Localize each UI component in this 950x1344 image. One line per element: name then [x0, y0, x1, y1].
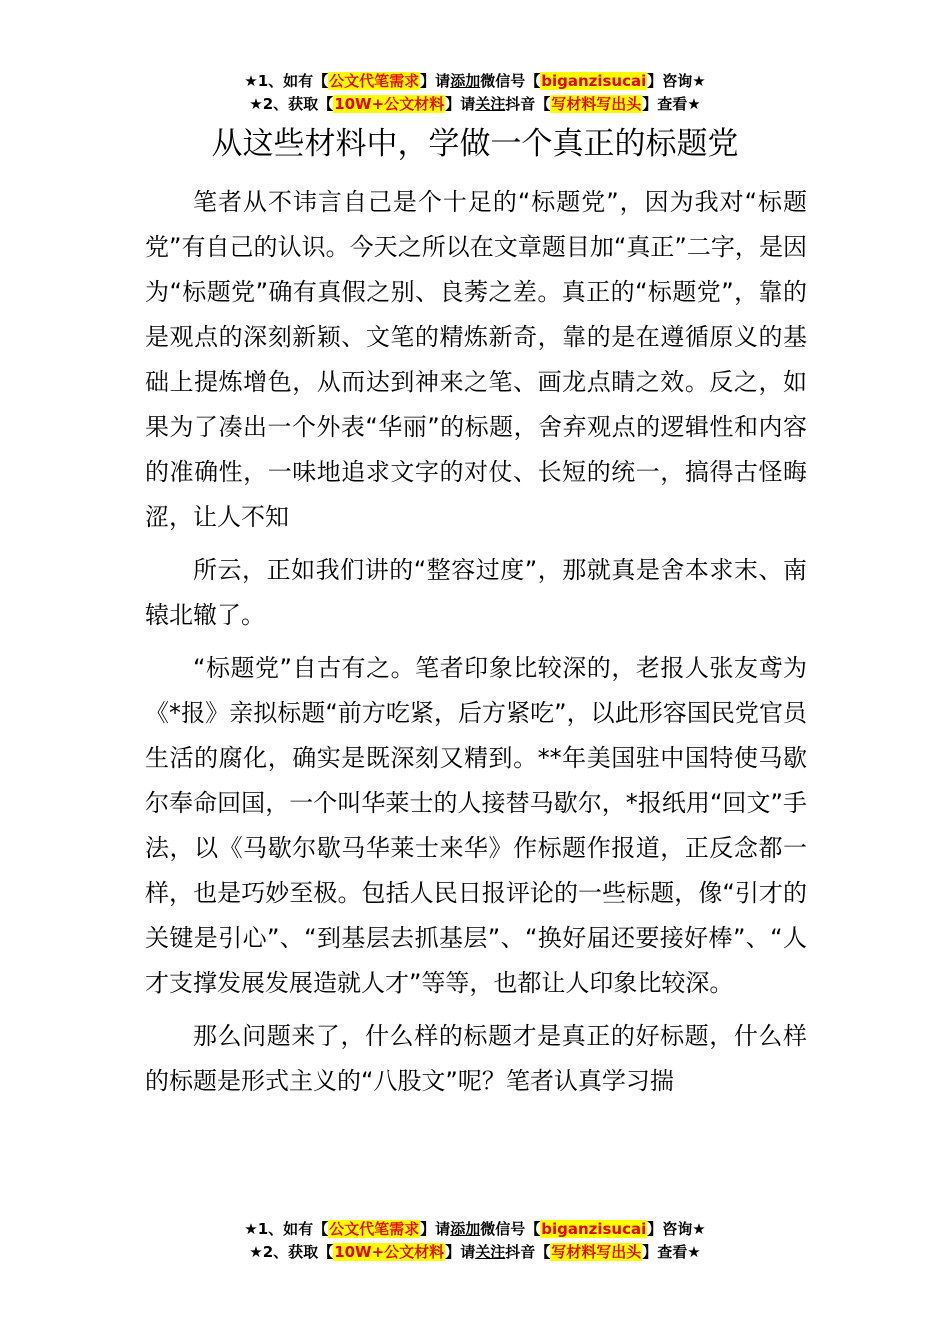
banner-line-2 [0, 93, 950, 116]
body-paragraph: “标题党”自古有之。笔者印象比较深的，老报人张友鸢为《*报》亲拟标题“前方吃紧，后方紧吃”，以此形容国民党官员生活的腐化，确实是既深刻又精到。**年美国驻中国特使马歇尔奉命回国，一个叫华莱士的人接替马歇尔，*报纸用“回文”手法，以《马歇尔歇马华莱士来华》作标题作报道，正反念都一样，也是巧妙至极。包括人民日报评论的一些标题，像“引才的关键是引心”、“到基层去抓基层”、“换好届还要接好棒”、“人才支撑发展发展造就人才”等等，也都让人印象比较深。 [145, 654, 807, 997]
banner-text: 】请 [420, 72, 451, 90]
body-paragraph: 那么问题来了，什么样的标题才是真正的好标题，什么样的标题是形式主义的“八股文”呢？笔者认真学习揣 [145, 1022, 807, 1095]
banner-underlined-text: 添加 [450, 72, 481, 90]
banner-text: 】请 [445, 1243, 476, 1261]
document-title: 从这些材料中，学做一个真正的标题党 [211, 126, 739, 162]
banner-highlight: 10W+公文材料 [334, 1243, 445, 1261]
banner-highlight: 10W+公文材料 [334, 95, 445, 113]
footer-banner [0, 1218, 950, 1264]
banner-text: 】请 [420, 1220, 451, 1238]
banner-highlight: 公文代笔需求 [329, 72, 420, 90]
banner-text: ★2、获取【 [249, 95, 334, 113]
banner-line-2 [0, 1241, 950, 1264]
banner-underlined-text: 关注 [475, 95, 506, 113]
banner-underlined-text: 关注 [475, 1243, 506, 1261]
banner-text: 微信号【 [480, 72, 541, 90]
banner-text: 抖音【 [505, 95, 551, 113]
banner-text: 】咨询★ [647, 1220, 706, 1238]
header-banner [0, 70, 950, 116]
banner-text: 微信号【 [480, 1220, 541, 1238]
banner-text: 】查看★ [642, 1243, 701, 1261]
banner-text: 】咨询★ [647, 72, 706, 90]
banner-text: 】请 [445, 95, 476, 113]
document-body [145, 180, 807, 1112]
banner-highlight: 公文代笔需求 [329, 1220, 420, 1238]
banner-text: ★1、如有【 [244, 1220, 329, 1238]
banner-highlight: biganzisucai [541, 72, 647, 90]
banner-highlight: 写材料写出头 [551, 95, 642, 113]
banner-text: ★2、获取【 [249, 1243, 334, 1261]
banner-text: ★1、如有【 [244, 72, 329, 90]
banner-underlined-text: 添加 [450, 1220, 481, 1238]
banner-text: 】查看★ [642, 95, 701, 113]
banner-line-1 [0, 1218, 950, 1241]
banner-line-1 [0, 70, 950, 93]
banner-highlight: biganzisucai [541, 1220, 647, 1238]
body-paragraph: 所云，正如我们讲的“整容过度”，那就真是舍本求末、南辕北辙了。 [145, 556, 807, 629]
banner-text: 抖音【 [505, 1243, 551, 1261]
body-paragraph: 笔者从不讳言自己是个十足的“标题党”，因为我对“标题党”有自己的认识。今天之所以在文章题目加“真正”二字，是因为“标题党”确有真假之别、良莠之差。真正的“标题党”，靠的是观点的深刻新颖、文笔的精炼新奇，靠的是在遵循原义的基础上提炼增色，从而达到神来之笔、画龙点睛之效。反之，如果为了凑出一个外表“华丽”的标题，舍弃观点的逻辑性和内容的准确性，一味地追求文字的对仗、长短的统一，搞得古怪晦涩，让人不知 [145, 188, 807, 531]
banner-highlight: 写材料写出头 [551, 1243, 642, 1261]
